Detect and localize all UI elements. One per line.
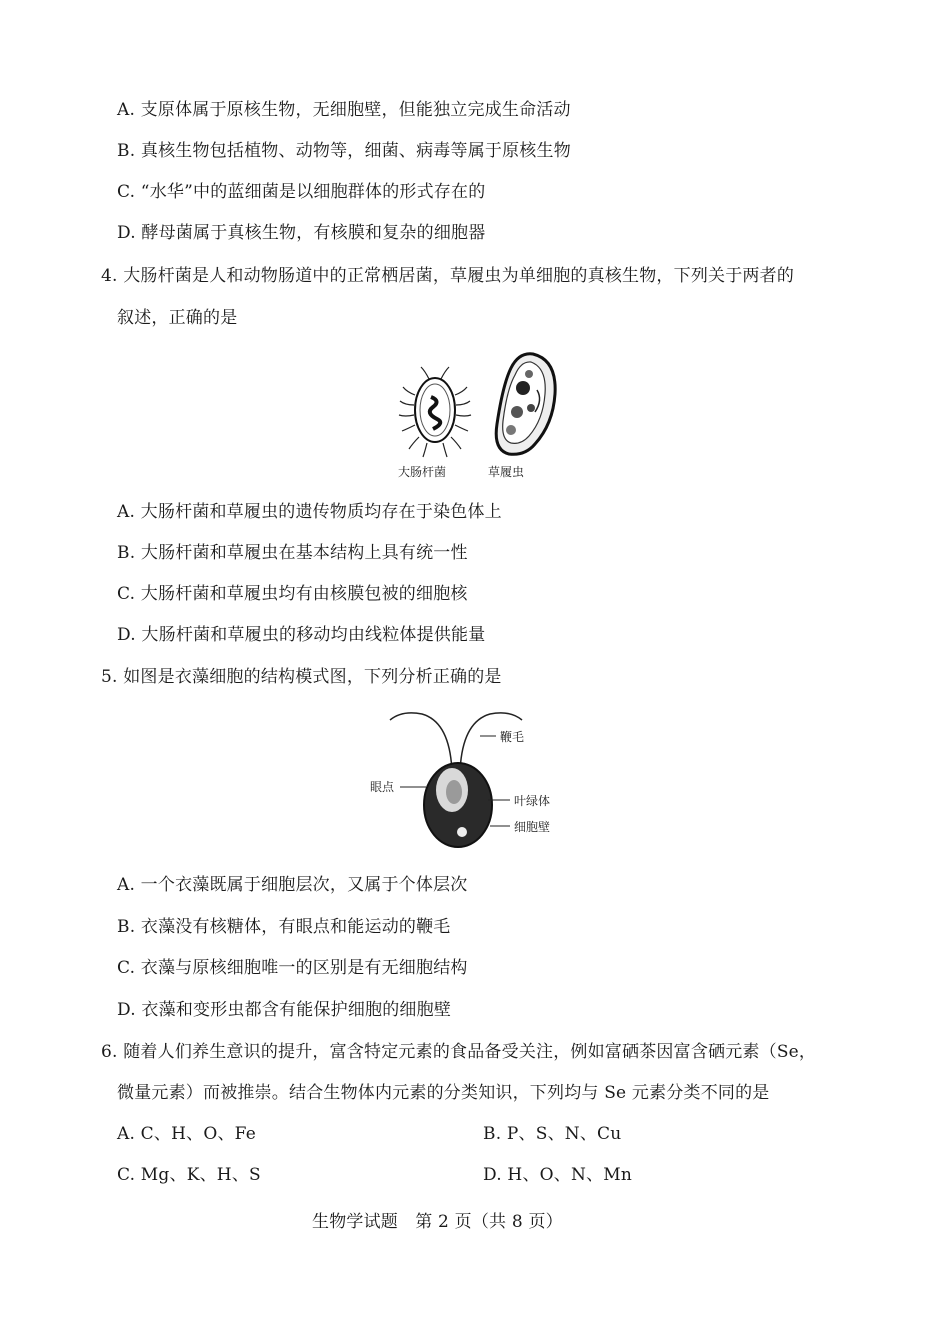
q6-option-a: A. C、H、O、Fe bbox=[117, 1124, 256, 1144]
q3-option-a: A. 支原体属于原核生物，无细胞壁，但能独立完成生命活动 bbox=[117, 100, 571, 120]
q3-option-d: D. 酵母菌属于真核生物，有核膜和复杂的细胞器 bbox=[117, 223, 486, 243]
q5-option-d: D. 衣藻和变形虫都含有能保护细胞的细胞壁 bbox=[117, 1000, 452, 1020]
q6-stem-line2: 微量元素）而被推崇。结合生物体内元素的分类知识，下列均与 Se 元素分类不同的是 bbox=[117, 1083, 770, 1103]
q3-option-b: B. 真核生物包括植物、动物等，细菌、病毒等属于原核生物 bbox=[117, 141, 571, 161]
paramecium-label: 草履虫 bbox=[488, 465, 525, 479]
q4-option-c: C. 大肠杆菌和草履虫均有由核膜包被的细胞核 bbox=[117, 584, 468, 604]
q6-option-d: D. H、O、N、Mn bbox=[483, 1165, 633, 1185]
q4-option-b: B. 大肠杆菌和草履虫在基本结构上具有统一性 bbox=[117, 543, 468, 563]
chloroplast-label: 叶绿体 bbox=[514, 794, 551, 808]
q5-stem: 5. 如图是衣藻细胞的结构模式图，下列分析正确的是 bbox=[101, 667, 502, 687]
page-footer: 生物学试题 第 2 页（共 8 页） bbox=[312, 1212, 563, 1232]
ecoli-label: 大肠杆菌 bbox=[398, 465, 447, 479]
q4-figure bbox=[390, 345, 570, 485]
q4-option-a: A. 大肠杆菌和草履虫的遗传物质均存在于染色体上 bbox=[117, 502, 502, 522]
flagella-label: 鞭毛 bbox=[500, 730, 525, 744]
q5-figure bbox=[370, 700, 580, 860]
eyespot-label: 眼点 bbox=[370, 780, 395, 794]
q5-option-c: C. 衣藻与原核细胞唯一的区别是有无细胞结构 bbox=[117, 958, 468, 978]
ecoli-illustration bbox=[395, 365, 475, 465]
cell-wall-label: 细胞壁 bbox=[514, 820, 551, 834]
paramecium-illustration bbox=[485, 350, 565, 460]
q4-stem-line1: 4. 大肠杆菌是人和动物肠道中的正常栖居菌，草履虫为单细胞的真核生物，下列关于两者的 bbox=[101, 266, 795, 286]
q6-option-b: B. P、S、N、Cu bbox=[483, 1124, 622, 1144]
q4-stem-line2: 叙述，正确的是 bbox=[117, 308, 238, 328]
q6-option-c: C. Mg、K、H、S bbox=[117, 1165, 261, 1185]
q5-option-b: B. 衣藻没有核糖体，有眼点和能运动的鞭毛 bbox=[117, 917, 451, 937]
q5-option-a: A. 一个衣藻既属于细胞层次，又属于个体层次 bbox=[117, 875, 468, 895]
q4-option-d: D. 大肠杆菌和草履虫的移动均由线粒体提供能量 bbox=[117, 625, 486, 645]
q3-option-c: C. “水华”中的蓝细菌是以细胞群体的形式存在的 bbox=[117, 182, 486, 202]
chlamydomonas-illustration bbox=[380, 700, 580, 860]
q6-stem-line1: 6. 随着人们养生意识的提升，富含特定元素的食品备受关注，例如富硒茶因富含硒元素（Se， bbox=[101, 1042, 817, 1062]
